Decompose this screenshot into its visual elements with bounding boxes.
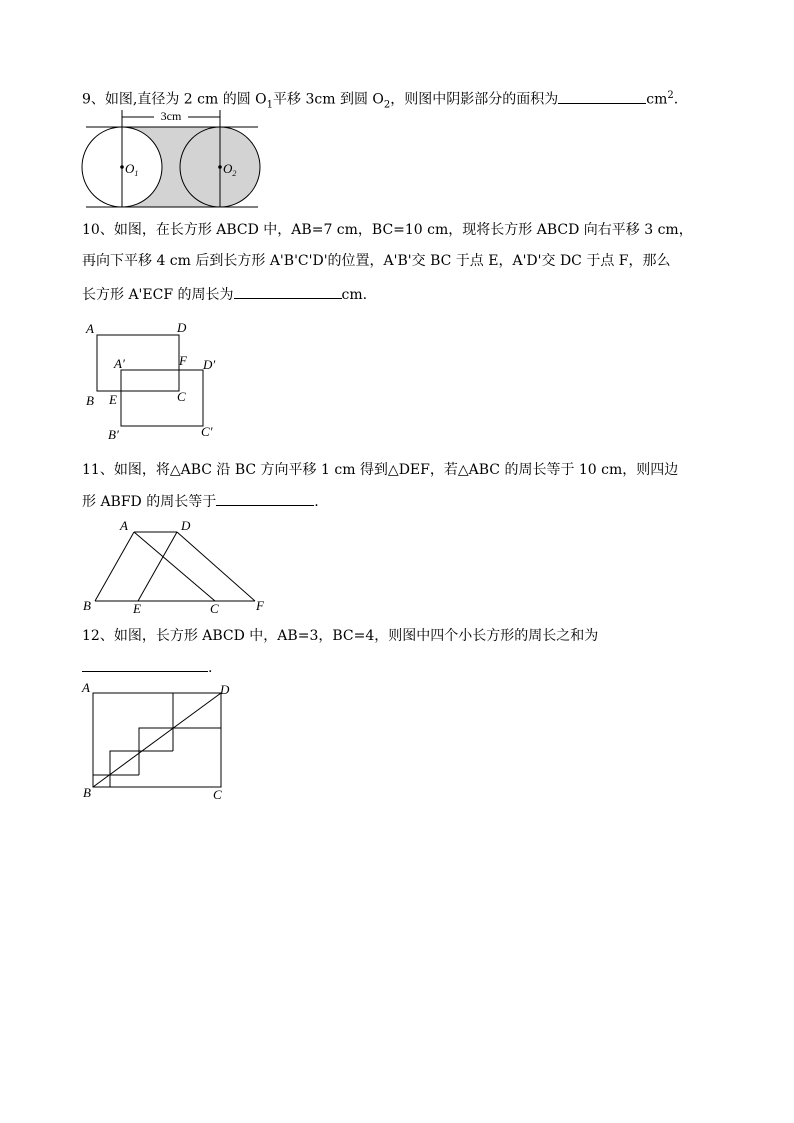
q10-label-b: B <box>86 393 94 408</box>
q9-answer-blank[interactable] <box>558 89 646 104</box>
q12-label-d: D <box>220 682 230 697</box>
q10-line2: 再向下平移 4 cm 后到长方形 A'B'C'D'的位置，A'B'交 BC 于点 E，A'D'交 DC 于点 F，那么 <box>82 253 671 269</box>
q10-label-e: E <box>109 392 117 407</box>
q9-label-o2: $O_2$ <box>223 161 237 178</box>
q10-answer-blank[interactable] <box>234 284 342 299</box>
q12-line1: 12、如图，长方形 ABCD 中，AB=3，BC=4，则图中四个小长方形的周长之和为 <box>82 628 599 644</box>
q10-line3-b: cm. <box>341 287 368 303</box>
q11-figure <box>80 516 280 616</box>
q10-rect-a1b1c1d1 <box>121 370 203 426</box>
q9-unit: cm <box>646 91 668 108</box>
q11-label-a: A <box>120 518 128 533</box>
q12-figure <box>80 680 240 804</box>
q9-sub2: 2 <box>383 99 391 111</box>
q12-line2-b: . <box>208 660 213 676</box>
q10-label-a: A <box>86 321 94 336</box>
q10-line3 <box>82 284 367 305</box>
q9-label-o1: $O_1$ <box>125 161 139 178</box>
q9-unit-sup: 2 <box>667 90 674 101</box>
q12-line2 <box>82 657 212 678</box>
q10-figure <box>84 318 224 442</box>
q11-line2-a: 形 ABFD 的周长等于 <box>82 494 217 510</box>
q11-segment-df <box>177 532 255 601</box>
q11-label-c: C <box>210 601 219 616</box>
q10-label-c: C <box>177 389 186 404</box>
q11-answer-blank[interactable] <box>216 491 314 506</box>
q10-label-f: F <box>179 353 187 368</box>
q11-segment-de <box>138 532 177 601</box>
q12-label-b: B <box>83 785 91 800</box>
q11-label-f: F <box>256 598 264 613</box>
q10-label-a-prime: A′ <box>114 356 125 371</box>
q12-label-a: A <box>82 680 90 695</box>
q9-text-c: ，则图中阴影部分的面积为 <box>390 91 559 108</box>
q10-line1: 10、如图，在长方形 ABCD 中，AB=7 cm，BC=10 cm，现将长方形 ABCD 向右平移 3 cm， <box>82 222 693 238</box>
q11-segment-ac <box>134 532 215 601</box>
q11-line1: 11、如图，将△ABC 沿 BC 方向平移 1 cm 得到△DEF，若△ABC 的周长等于 10 cm，则四边 <box>82 462 679 478</box>
q11-segment-ab <box>95 532 134 601</box>
q9-center-o2 <box>218 165 222 169</box>
q11-label-e: E <box>133 601 141 616</box>
q11-line2-b: . <box>314 494 319 510</box>
q9-text-b: 平移 3cm 到圆 O <box>273 91 384 108</box>
q9-text-a: 9、如图,直径为 2 cm 的圆 O <box>82 91 267 108</box>
q12-diagonal-bd <box>93 693 221 787</box>
q12-label-c: C <box>213 787 222 802</box>
q9-figure <box>80 110 270 214</box>
q10-label-b-prime: B′ <box>108 427 119 442</box>
q10-label-d: D <box>177 320 187 335</box>
q10-label-c-prime: C′ <box>201 424 213 439</box>
q12-answer-blank[interactable] <box>82 657 208 672</box>
q10-label-d-prime: D′ <box>203 357 216 372</box>
q9-end: . <box>673 91 679 108</box>
q11-label-b: B <box>83 598 91 613</box>
q10-rect-abcd <box>97 335 179 391</box>
q10-line3-a: 长方形 A'ECF 的周长为 <box>82 287 234 303</box>
q9-dim-label: 3cm <box>160 109 182 123</box>
q11-label-d: D <box>181 518 191 533</box>
q11-line2 <box>82 491 319 512</box>
q9-center-o1 <box>120 165 124 169</box>
q9-sub1: 1 <box>266 99 274 111</box>
